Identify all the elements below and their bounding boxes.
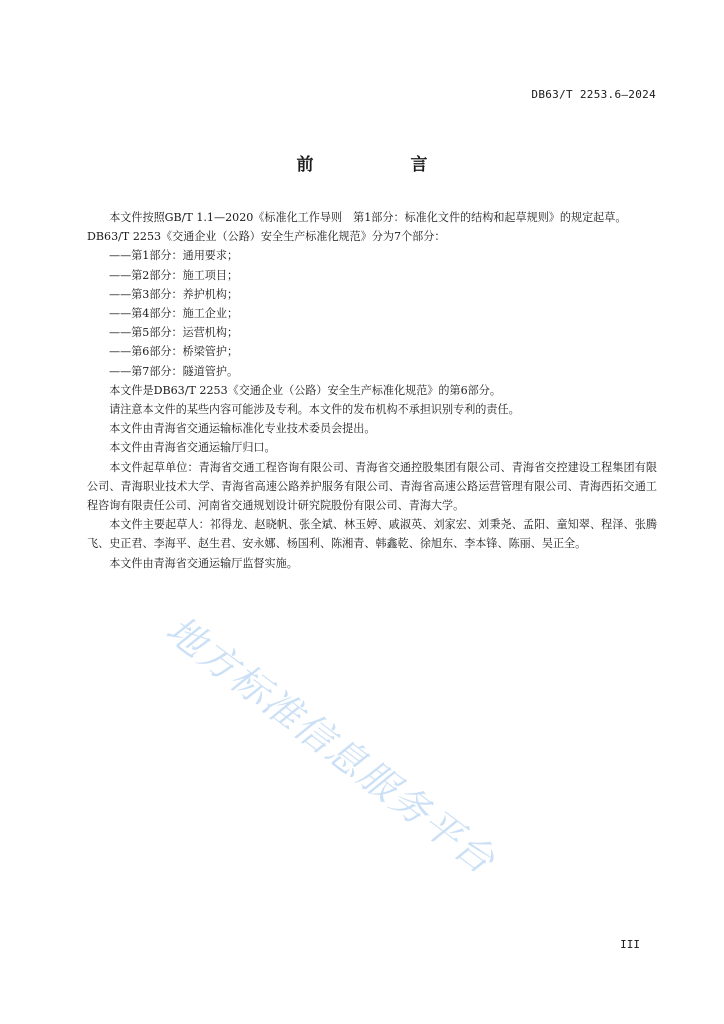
list-item: ——第6部分：桥梁管护； bbox=[109, 345, 239, 359]
list-item: ——第4部分：施工企业； bbox=[109, 307, 239, 321]
part-statement: 本文件是DB63/T 2253《交通企业（公路）安全生产标准化规范》的第6部分。 bbox=[109, 383, 501, 397]
drafting-organizations: 本文件起草单位：青海省交通工程咨询有限公司、青海省交通控股集团有限公司、青海省交控建设工程集团有限公司、青海职业技术大学、青海省高速公路养护服务有限公司、青海省高速公路运营管理有限公司、青海西拓交通工程咨询有限责任公司、河南省交通规划设计研究院股份有限公司、青海大学。 bbox=[87, 460, 657, 513]
list-item: ——第7部分：隧道管护。 bbox=[109, 364, 239, 378]
page-title: 前 言 bbox=[296, 155, 468, 175]
jurisdiction-statement: 本文件由青海省交通运输厅归口。 bbox=[109, 441, 276, 455]
list-item: ——第2部分：施工项目； bbox=[109, 268, 239, 282]
page-number: III bbox=[620, 938, 640, 951]
supervision-statement: 本文件由青海省交通运输厅监督实施。 bbox=[109, 556, 298, 570]
patent-notice: 请注意本文件的某些内容可能涉及专利。本文件的发布机构不承担识别专利的责任。 bbox=[109, 403, 520, 417]
main-drafters: 本文件主要起草人：祁得龙、赵晓帆、张全斌、林玉婷、戚淑英、刘家宏、刘秉尧、孟阳、童知翠、程泽、张腾飞、史正君、李海平、赵生君、安永娜、杨国利、陈湘青、韩鑫乾、徐旭东、李本锋、陈丽、吴正全。 bbox=[87, 518, 657, 551]
proposer-statement: 本文件由青海省交通运输标准化专业技术委员会提出。 bbox=[109, 422, 376, 436]
series-intro-paragraph: DB63/T 2253《交通企业（公路）安全生产标准化规范》分为7个部分： bbox=[87, 230, 446, 244]
standard-code: DB63/T 2253.6—2024 bbox=[531, 88, 656, 101]
list-item: ——第3部分：养护机构； bbox=[109, 287, 239, 301]
list-item: ——第1部分：通用要求； bbox=[109, 249, 239, 263]
watermark-text: 地方标准信息服务平台 bbox=[158, 607, 505, 884]
list-item: ——第5部分：运营机构； bbox=[109, 326, 239, 340]
parts-list bbox=[87, 246, 657, 380]
drafting-rule-paragraph: 本文件按照GB/T 1.1—2020《标准化工作导则 第1部分：标准化文件的结构和起草规则》的规定起草。 bbox=[109, 211, 627, 224]
foreword-body bbox=[87, 208, 657, 573]
